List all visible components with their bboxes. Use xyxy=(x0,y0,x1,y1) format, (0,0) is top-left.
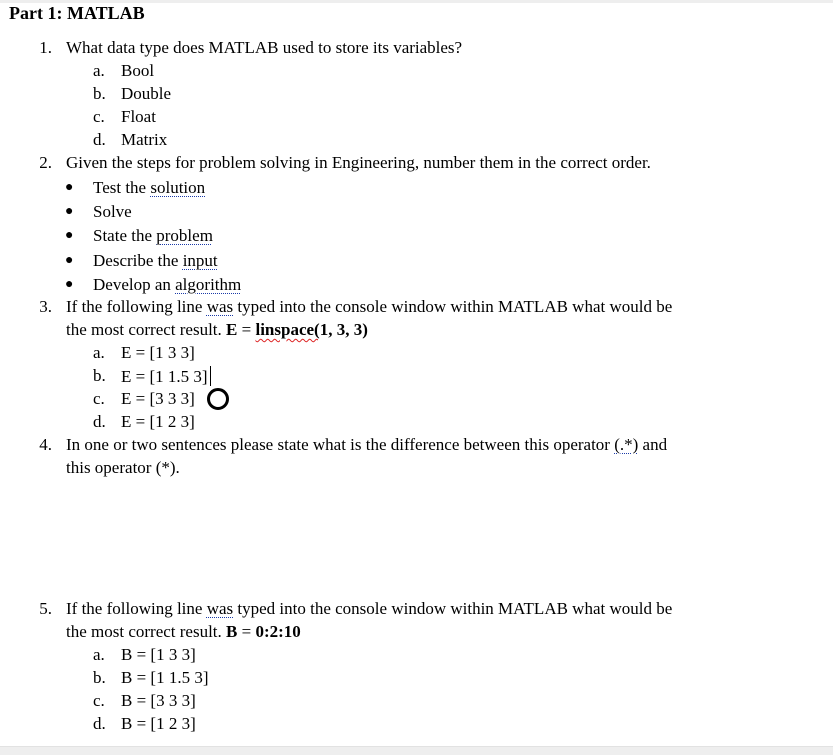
q1-option-c: Float xyxy=(121,107,156,126)
text-cursor xyxy=(210,366,211,386)
part-heading: Part 1: MATLAB xyxy=(9,3,145,23)
q1-option-a-letter: a. xyxy=(93,61,105,80)
q5-line-1: If the following line was typed into the console window within MATLAB what would be xyxy=(66,599,673,618)
q1-option-d-letter: d. xyxy=(93,130,106,149)
q1-option-b-letter: b. xyxy=(93,84,106,103)
q2-step-4: Describe the input xyxy=(93,251,218,270)
q5-option-a-letter: a. xyxy=(93,645,105,664)
bullet-icon: ● xyxy=(65,180,74,195)
q5-option-c: B = [3 3 3] xyxy=(121,691,196,710)
q5-option-b: B = [1 1.5 3] xyxy=(121,668,209,687)
q1-option-b: Double xyxy=(121,84,172,103)
q2-step-5: Develop an algorithm xyxy=(93,275,242,294)
q2-number: 2. xyxy=(39,153,52,172)
q5-option-d-letter: d. xyxy=(93,714,106,733)
q3-line-1: If the following line was typed into the console window within MATLAB what would be xyxy=(66,297,673,316)
q2-text: Given the steps for problem solving in Engineering, number them in the correct order. xyxy=(66,153,651,172)
circle-mark-icon xyxy=(207,388,229,410)
q5-option-d: B = [1 2 3] xyxy=(121,714,196,733)
q3-option-d-letter: d. xyxy=(93,412,106,431)
q1-text: What data type does MATLAB used to store its variables? xyxy=(66,38,463,57)
q2-step-3: State the problem xyxy=(93,226,213,245)
q3-option-a-letter: a. xyxy=(93,343,105,362)
bullet-icon: ● xyxy=(65,228,74,243)
q3-option-d: E = [1 2 3] xyxy=(121,412,195,431)
q4-line-2: this operator (*). xyxy=(66,458,180,477)
q4-number: 4. xyxy=(39,435,52,454)
q5-option-c-letter: c. xyxy=(93,691,105,710)
bullet-icon: ● xyxy=(65,204,74,219)
q3-option-b-letter: b. xyxy=(93,366,106,385)
q3-option-c-letter: c. xyxy=(93,389,105,408)
q2-step-2: Solve xyxy=(93,202,132,221)
q4-line-1: In one or two sentences please state what is the difference between this operator (.*) and xyxy=(66,435,668,454)
q5-line-2: the most correct result. B = 0:2:10 xyxy=(66,622,301,641)
q3-option-a: E = [1 3 3] xyxy=(121,343,195,362)
q1-number: 1. xyxy=(39,38,52,57)
q1-option-d: Matrix xyxy=(121,130,168,149)
q1-option-c-letter: c. xyxy=(93,107,105,126)
q2-step-1: Test the solution xyxy=(93,178,206,197)
q5-option-b-letter: b. xyxy=(93,668,106,687)
q5-number: 5. xyxy=(39,599,52,618)
q5-option-a: B = [1 3 3] xyxy=(121,645,196,664)
bullet-icon: ● xyxy=(65,253,74,268)
q3-option-c: E = [3 3 3] xyxy=(121,389,195,408)
q3-number: 3. xyxy=(39,297,52,316)
q3-line-2: the most correct result. E = linspace(1, 3, 3) xyxy=(66,320,368,339)
q1-option-a: Bool xyxy=(121,61,155,80)
bullet-icon: ● xyxy=(65,277,74,292)
q3-option-b: E = [1 1.5 3] xyxy=(121,366,211,387)
